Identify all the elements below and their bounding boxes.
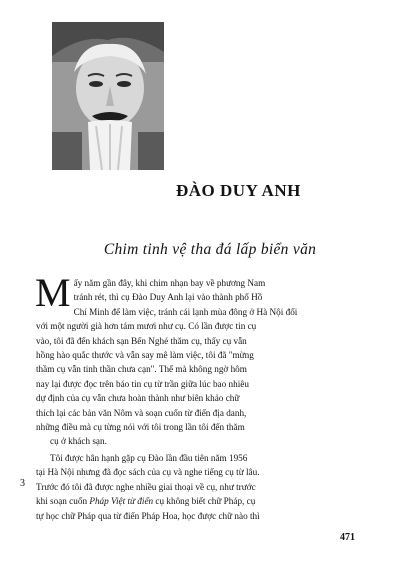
paragraph-2 bbox=[36, 451, 356, 523]
text-line: Trước đó tôi đã được nghe nhiều giai thoại về cụ, như trước bbox=[36, 481, 256, 492]
text-fragment: cụ không biết chữ Pháp, cụ bbox=[153, 496, 256, 507]
text-line: dự định của cụ vẫn chưa hoàn thành như biên khảo chữ bbox=[36, 393, 240, 404]
article-title: ĐÀO DUY ANH bbox=[176, 181, 301, 200]
text-line: với một người già hơn tám mươi như cụ. Có lần được tin cụ bbox=[36, 321, 257, 332]
text-line: cụ ở khách sạn. bbox=[50, 436, 107, 447]
text-line: những điều mà cụ từng nói với tôi trong lần tôi đến thăm bbox=[36, 422, 245, 433]
text-line: ấy năm gần đây, khi chim nhạn bay về phương Nam bbox=[73, 278, 266, 288]
page-number: 471 bbox=[340, 532, 355, 543]
text-line: thầm cụ vẫn tinh thần chưa cạn". Thế mà không ngờ hôm bbox=[36, 364, 247, 375]
text-line: tránh rét, thì cụ Đào Duy Anh lại vào thành phố Hồ bbox=[73, 292, 263, 303]
text-line: Chí Minh để làm việc, tránh cái lạnh mùa đông ở Hà Nội đối bbox=[73, 306, 298, 317]
text-line: tại Hà Nội nhưng đã đọc sách của cụ và nghe tiếng cụ từ lâu. bbox=[36, 467, 260, 478]
article-subtitle: Chim tinh vệ tha đá lấp biển văn bbox=[103, 241, 317, 258]
text-line: vào, tôi đã đến khách sạn Bến Nghé thăm cụ, thấy cụ vẫn bbox=[36, 335, 247, 346]
text-fragment: khi soạn cuốn bbox=[36, 496, 90, 507]
margin-mark: 3 bbox=[20, 478, 25, 489]
text-line bbox=[36, 494, 356, 508]
text-line: nay lại được đọc trên báo tin cụ từ trần giữa lúc bao nhiêu bbox=[36, 378, 249, 389]
text-line: hồng hào quắc thước và vẫn say mê làm việc, tôi đã "mừng bbox=[36, 350, 254, 361]
drop-cap: M bbox=[35, 270, 71, 315]
paragraph-1 bbox=[35, 270, 356, 449]
text-line: tự học chữ Pháp qua từ điển Pháp Hoa, học được chữ nào thì bbox=[36, 510, 260, 521]
book-title: Pháp Việt từ điển bbox=[89, 496, 154, 507]
portrait-photo bbox=[52, 22, 164, 170]
article-body bbox=[35, 270, 356, 523]
text-line: thích lại các bản văn Nôm và soạn cuốn từ điển địa danh, bbox=[36, 407, 247, 418]
portrait-illustration bbox=[52, 22, 164, 170]
text-line: Tôi được hân hạnh gặp cụ Đào lần đầu tiên năm 1956 bbox=[50, 452, 248, 463]
